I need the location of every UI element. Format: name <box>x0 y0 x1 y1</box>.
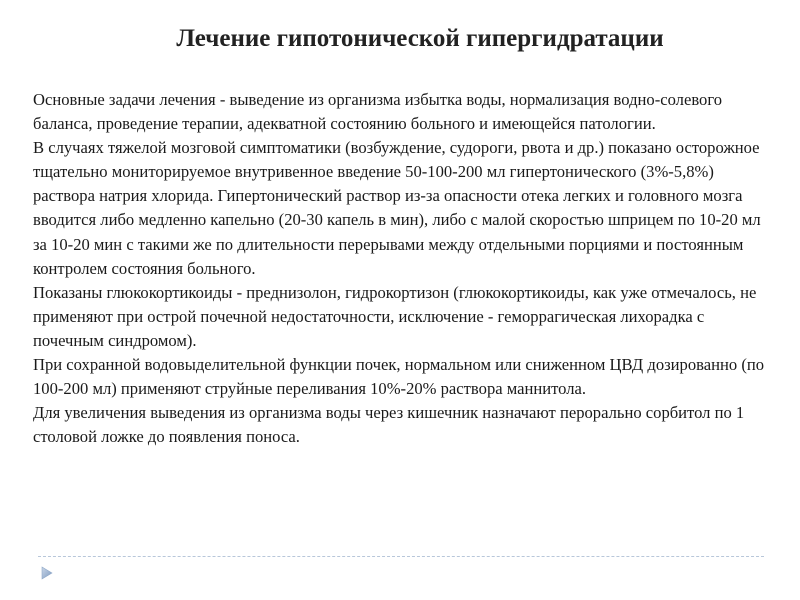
paragraph-hypertonic-solution: В случаях тяжелой мозговой симптоматики (возбуждение, судороги, рвота и др.) показано осторожное тщательно мониторируемое внутривенное введение 50-100-200 мл гипертонического (3%-5,8%) раствора натрия хлорида. Гипертонический раствор из-за опасности отека легких и головного мозга вводится либо медленно капельно (20-30 капель в мин), либо с малой скоростью шприцем по 10-20 мл за 10-20 мин с такими же по длительности перерывами между отдельными порциями и постоянным контролем состояния больного. <box>33 138 761 278</box>
play-arrow-icon[interactable] <box>40 566 54 580</box>
slide-body <box>33 88 773 449</box>
paragraph-glucocorticoids: Показаны глюкокортикоиды - преднизолон, гидрокортизон (глюкокортикоиды, как уже отмечалось, не применяют при острой почечной недостаточности, исключение - геморрагическая лихорадка с почечным синдромом). <box>33 282 757 350</box>
paragraph-mannitol: При сохранной водовыделительной функции почек, нормальном или сниженном ЦВД дозированно (по 100-200 мл) применяют струйные переливания 10%-20% раствора маннитола. <box>33 355 765 399</box>
footer-divider <box>38 556 764 557</box>
slide-title: Лечение гипотонической гипергидратации <box>176 25 664 52</box>
paragraph-treatment-goals: Основные задачи лечения - выведение из организма избытка воды, нормализация водно-солевого баланса, проведение терапии, адекватной состоянию больного и имеющейся патологии. <box>33 90 723 134</box>
paragraph-sorbitol: Для увеличения выведения из организма воды через кишечник назначают перорально сорбитол по 1 столовой ложке до появления поноса. <box>33 403 745 447</box>
